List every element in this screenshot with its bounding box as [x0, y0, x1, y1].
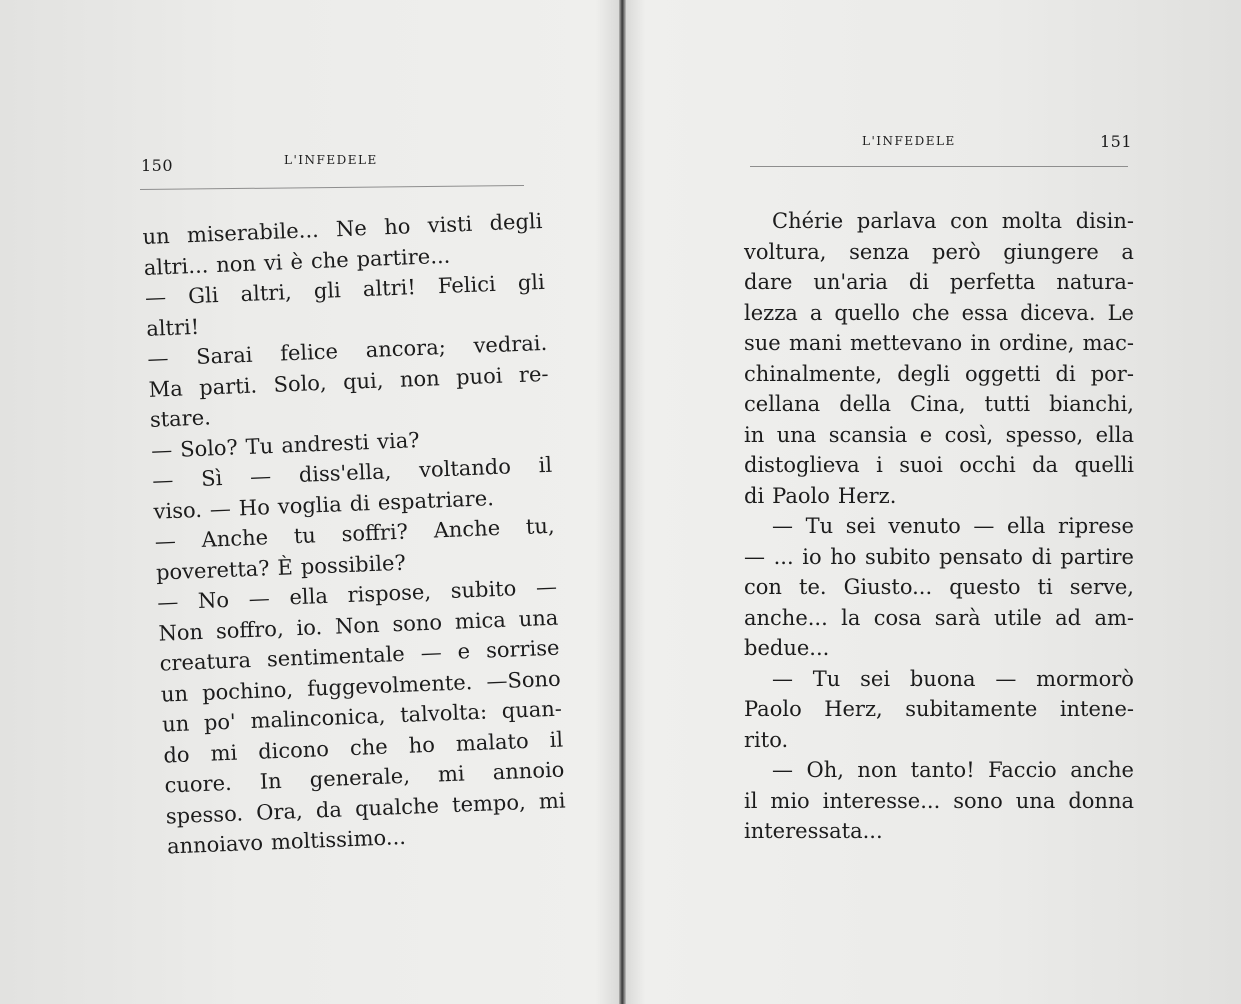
text-line: in una scansia e così, spesso, ella [744, 422, 1134, 447]
text-line: dare un'aria di perfetta natura- [744, 270, 1134, 294]
text-line: — No — ella rispose, subito — [156, 574, 558, 615]
text-line: Non soffro, io. Non sono mica una [158, 605, 559, 646]
left-page [0, 0, 619, 1004]
text-line: — Gli altri, gli altri! Felici gli [144, 269, 546, 310]
running-head-left: L'INFEDELE [284, 153, 378, 167]
text-line: bedue... [744, 636, 830, 660]
text-line: — Solo? Tu andresti via? [150, 427, 420, 463]
text-line: stare. [149, 405, 212, 432]
text-line: con te. Giusto... questo ti serve, [744, 575, 1134, 599]
text-line: — Anche tu soffri? Anche tu, [154, 513, 556, 554]
text-line: — ... io ho subito pensato di partire [744, 544, 1134, 569]
text-line: — Tu sei venuto — ella riprese [772, 514, 1134, 538]
text-line: — Tu sei buona — mormorò [772, 666, 1134, 691]
text-line: rito. [744, 727, 789, 752]
running-head-right: L'INFEDELE [862, 134, 956, 148]
text-line: cuore. In generale, mi annoio [164, 757, 565, 798]
text-line: poveretta? È possibile? [155, 550, 407, 585]
text-line: altri... non vi è che partire... [143, 243, 451, 280]
text-line: — Sì — diss'ella, voltando il [151, 452, 553, 493]
text-line: un miserabile... Ne ho visti degli [142, 208, 543, 249]
text-line: Ma parti. Solo, qui, non puoi re- [148, 361, 549, 402]
text-line: di Paolo Herz. [744, 483, 897, 508]
right-body-text [744, 206, 1134, 847]
right-page [626, 0, 1241, 1004]
text-line: cellana della Cina, tutti bianchi, [744, 392, 1134, 416]
text-line: chinalmente, degli oggetti di por- [744, 361, 1134, 386]
text-line: voltura, senza però giungere a [744, 239, 1134, 264]
header-rule-right [750, 166, 1128, 167]
text-line: spesso. Ora, da qualche tempo, mi [165, 787, 566, 829]
text-line: il mio interesse... sono una donna [744, 788, 1134, 813]
text-line: interessata... [744, 819, 883, 843]
left-body-text [142, 206, 567, 862]
text-line: viso. — Ho voglia di espatriare. [153, 485, 495, 524]
page-number-left: 150 [141, 156, 174, 175]
text-line: — Oh, non tanto! Faccio anche [772, 758, 1134, 782]
text-line: sue mani mettevano in ordine, mac- [744, 331, 1134, 355]
text-line: altri! [145, 314, 200, 341]
text-line: creatura sentimentale — e sorrise [159, 635, 560, 676]
text-line: do mi dicono che ho malato il [162, 727, 564, 768]
text-line: distoglieva i suoi occhi da quelli [744, 453, 1134, 477]
text-line: anche... la cosa sarà utile ad am- [744, 605, 1134, 630]
text-line: lezza a quello che essa diceva. Le [744, 300, 1134, 325]
text-line: annoiavo moltissimo... [166, 824, 407, 859]
page-number-right: 151 [1100, 132, 1133, 151]
text-line: Paolo Herz, subitamente intene- [744, 697, 1134, 721]
text-line: — Sarai felice ancora; vedrai. [147, 330, 548, 371]
text-line: Chérie parlava con molta disin- [772, 209, 1134, 233]
text-line: un pochino, fuggevolmente. —Sono [160, 666, 562, 707]
text-line: un po' malinconica, talvolta: quan- [161, 696, 563, 737]
header-rule-left [140, 185, 524, 190]
book-gutter [619, 0, 626, 1004]
